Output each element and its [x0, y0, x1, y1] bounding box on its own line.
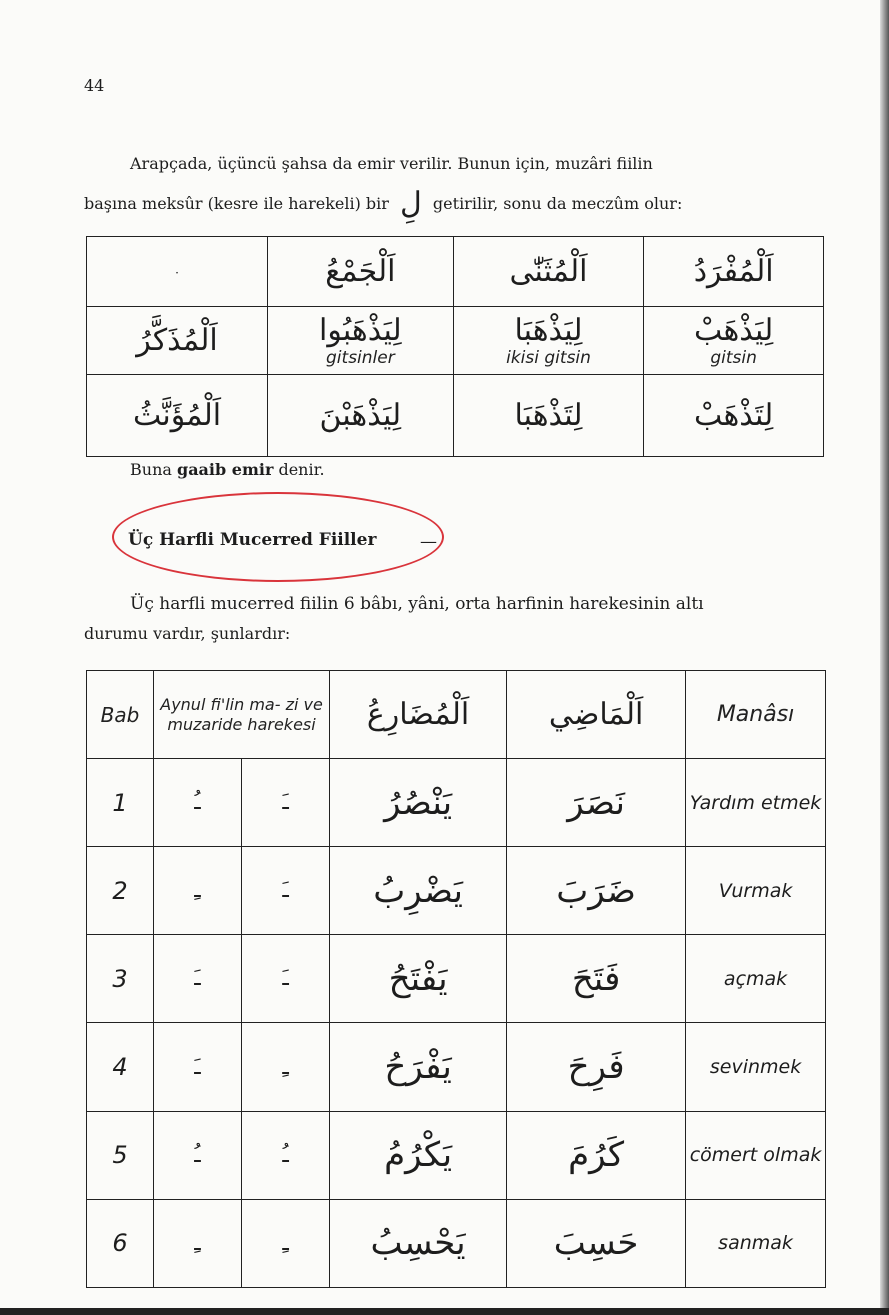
madi-mark: ـَ	[154, 935, 242, 1023]
note-suffix: denir.	[278, 460, 325, 479]
row-feminine-label: اَلْمُؤَنَّثُ	[87, 375, 268, 457]
verb-table	[86, 670, 826, 1288]
table-row	[87, 1199, 826, 1287]
meaning: sanmak	[686, 1199, 826, 1287]
mudari-verb: يَحْسِبُ	[330, 1199, 507, 1287]
masculine-singular: لِيَذْهَبْ	[694, 313, 774, 348]
table-row	[87, 307, 824, 375]
bab-number: 4	[87, 1023, 154, 1111]
header-bab: Bab	[87, 671, 154, 759]
intro-line-1: Arapçada, üçüncü şahsa da emir verilir. Bunun için, muzâri fiilin	[130, 154, 653, 173]
meaning: açmak	[686, 935, 826, 1023]
para2-line-2: durumu vardır, şunlardır:	[84, 624, 291, 643]
table-row	[87, 759, 826, 847]
mudari-verb: يَضْرِبُ	[330, 847, 507, 935]
madi-mark: ـَ	[154, 1023, 242, 1111]
note-prefix: Buna	[130, 460, 172, 479]
bab-number: 5	[87, 1111, 154, 1199]
intro-line-2-before: başına meksûr (kesre ile harekeli) bir	[84, 194, 389, 213]
madi-mark: ـِ	[154, 1199, 242, 1287]
meaning: cömert olmak	[686, 1111, 826, 1199]
mudari-mark: ـِ	[242, 1023, 330, 1111]
mudari-mark: ـِ	[242, 1199, 330, 1287]
mudari-mark: ـَ	[242, 847, 330, 935]
masculine-plural-cell	[268, 307, 454, 375]
page-number: 44	[84, 76, 105, 95]
bab-number: 1	[87, 759, 154, 847]
page-edge-shadow	[880, 0, 889, 1315]
row-masculine-label: اَلْمُذَكَّرُ	[87, 307, 268, 375]
dash-mark: —	[420, 532, 437, 552]
section-title: Üç Harfli Mucerred Fiiller	[128, 530, 377, 550]
masculine-plural-gloss: gitsinler	[326, 348, 395, 368]
bab-number: 3	[87, 935, 154, 1023]
header-dual: اَلْمُثَنّٰى	[453, 237, 644, 307]
mudari-verb: يَفْتَحُ	[330, 935, 507, 1023]
mudari-verb: يَنْصُرُ	[330, 759, 507, 847]
masculine-dual-cell	[453, 307, 644, 375]
header-empty-cell: ·	[87, 237, 268, 307]
madi-verb: نَصَرَ	[507, 759, 686, 847]
meaning: Yardım etmek	[686, 759, 826, 847]
madi-verb: حَسِبَ	[507, 1199, 686, 1287]
intro-line-2	[84, 186, 683, 221]
header-plural: اَلْجَمْعُ	[268, 237, 454, 307]
table-row	[87, 237, 824, 307]
bab-number: 6	[87, 1199, 154, 1287]
madi-verb: فَتَحَ	[507, 935, 686, 1023]
imperative-table	[86, 236, 824, 457]
para2-line-1: Üç harfli mucerred fiilin 6 bâbı, yâni, orta harfinin harekesinin altı	[130, 594, 704, 614]
mudari-mark: ـُ	[242, 1111, 330, 1199]
mudari-verb: يَكْرُمُ	[330, 1111, 507, 1199]
feminine-plural: لِيَذْهَبْنَ	[268, 375, 454, 457]
mudari-mark: ـَ	[242, 759, 330, 847]
masculine-singular-gloss: gitsin	[710, 348, 757, 368]
note-line	[130, 456, 325, 484]
header-manasi: Manâsı	[686, 671, 826, 759]
header-singular: اَلْمُفْرَدُ	[644, 237, 824, 307]
mudari-verb: يَفْرَحُ	[330, 1023, 507, 1111]
meaning: Vurmak	[686, 847, 826, 935]
bab-number: 2	[87, 847, 154, 935]
madi-mark: ـُ	[154, 759, 242, 847]
madi-verb: كَرُمَ	[507, 1111, 686, 1199]
header-aynul: Aynul fi'lin ma- zi ve muzaride harekesi	[154, 671, 330, 759]
table-row	[87, 375, 824, 457]
madi-verb: فَرِحَ	[507, 1023, 686, 1111]
madi-mark: ـِ	[154, 847, 242, 935]
masculine-singular-cell	[644, 307, 824, 375]
bottom-border	[0, 1308, 889, 1315]
table-row	[87, 1023, 826, 1111]
table-row	[87, 671, 826, 759]
table-row	[87, 847, 826, 935]
intro-line-2-after: getirilir, sonu da meczûm olur:	[432, 194, 683, 213]
madi-verb: ضَرَبَ	[507, 847, 686, 935]
table-row	[87, 1111, 826, 1199]
mudari-mark: ـَ	[242, 935, 330, 1023]
header-mudari: اَلْمُضَارِعُ	[330, 671, 507, 759]
table-row	[87, 935, 826, 1023]
masculine-plural: لِيَذْهَبُوا	[319, 313, 402, 348]
feminine-dual: لِتَذْهَبَا	[453, 375, 644, 457]
note-bold-term: gaaib emir	[177, 460, 274, 479]
masculine-dual: لِيَذْهَبَا	[514, 313, 583, 348]
header-madi: اَلْمَاضِي	[507, 671, 686, 759]
masculine-dual-gloss: ikisi gitsin	[506, 348, 591, 368]
madi-mark: ـُ	[154, 1111, 242, 1199]
feminine-singular: لِتَذْهَبْ	[644, 375, 824, 457]
meaning: sevinmek	[686, 1023, 826, 1111]
lam-letter: لِ	[400, 186, 422, 221]
